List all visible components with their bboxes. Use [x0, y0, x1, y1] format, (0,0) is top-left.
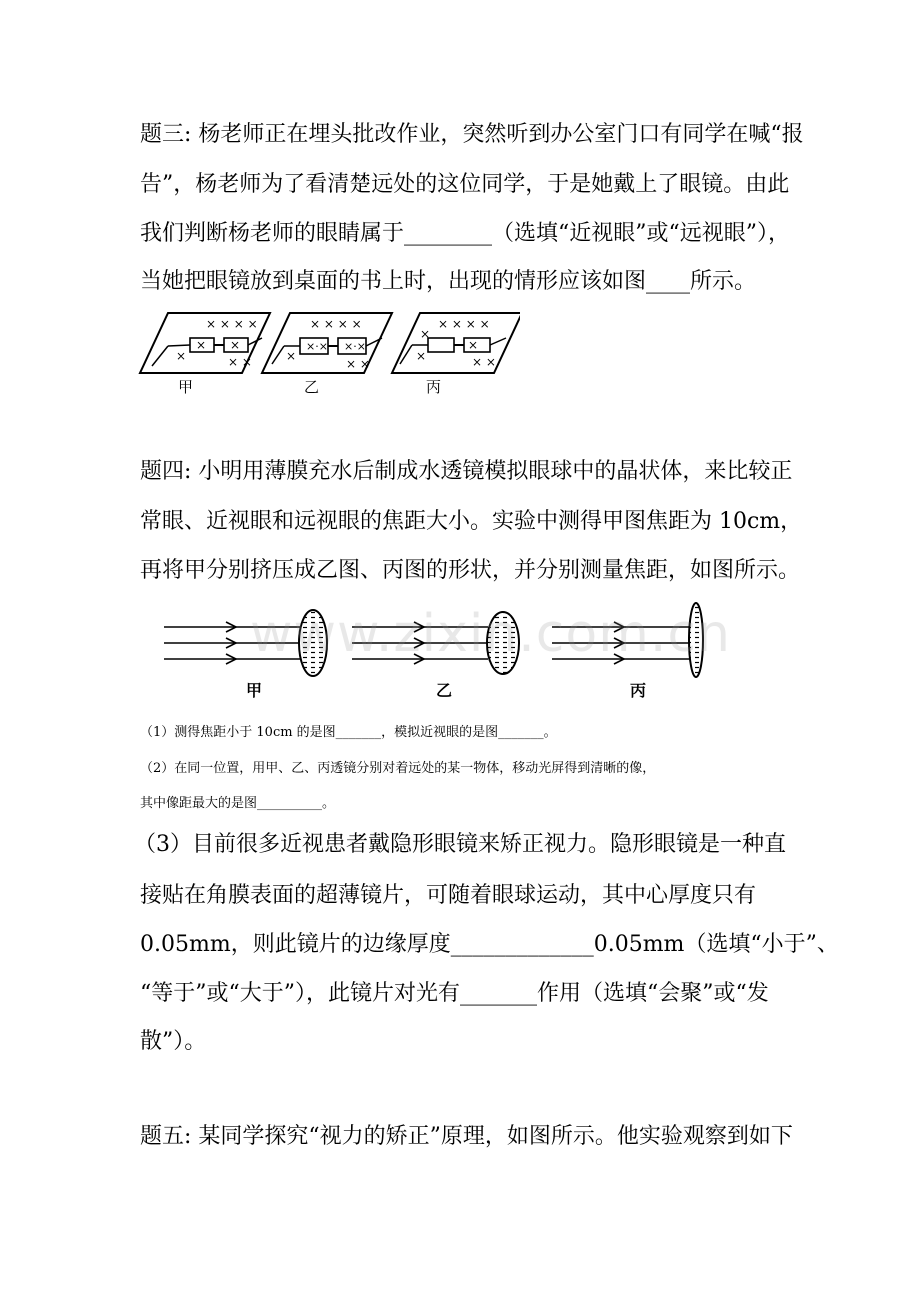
q4-line-1: 题四: 小明用薄膜充水后制成水透镜模拟眼球中的晶状体，来比较正 [140, 459, 793, 484]
q4-part3-line-1: （3）目前很多近视患者戴隐形眼镜来矫正视力。隐形眼镜是一种直 [134, 832, 786, 857]
q4-part3-line-3: 0.05mm，则此镜片的边缘厚度_____________0.05mm（选填“小于”、 [140, 932, 839, 957]
svg-text:×·×: ×·× [344, 340, 366, 353]
svg-text:×·×: ×·× [306, 340, 328, 353]
svg-text:×: × [176, 349, 187, 363]
svg-text:×: × [286, 349, 297, 363]
svg-text:× × × ×: × × × × [310, 317, 362, 331]
q4-label-jia: 甲 [246, 681, 263, 700]
q3-figure-yi [262, 313, 392, 373]
q4-part3-line-4: “等于”或“大于”），此镜片对光有_______作用（选填“会聚”或“发 [140, 981, 769, 1006]
q3-line-3: 我们判断杨老师的眼睛属于________（选填“近视眼”或“远视眼”）， [140, 221, 790, 246]
q3-label-yi: 乙 [304, 378, 320, 394]
svg-text:×: × [420, 327, 431, 341]
svg-text:× ×: × × [346, 357, 370, 371]
q4-part3-line-2: 接贴在角膜表面的超薄镜片，可随着眼球运动，其中心厚度只有 [140, 883, 757, 908]
q4-sub-2: （2）在同一位置，用甲、乙、丙透镜分别对着远处的某一物体，移动光屏得到清晰的像， [140, 761, 656, 776]
svg-text:×: × [196, 338, 207, 352]
q4-sub-1: （1）测得焦距小于 10cm 的是图_______，模拟近视眼的是图_______。 [140, 725, 557, 740]
svg-text:× × × ×: × × × × [438, 317, 490, 331]
q4-sub-3: 其中像距最大的是图__________。 [140, 796, 336, 811]
q4-label-yi: 乙 [436, 681, 453, 700]
q5-line-1: 题五: 某同学探究“视力的矫正”原理，如图所示。他实验观察到如下 [140, 1124, 793, 1149]
q3-line-1: 题三: 杨老师正在埋头批改作业，突然听到办公室门口有同学在喊“报 [140, 122, 804, 147]
q4-line-3: 再将甲分别挤压成乙图、丙图的形状，并分别测量焦距，如图所示。 [140, 558, 801, 583]
q3-line-2: 告”，杨老师为了看清楚远处的这位同学，于是她戴上了眼镜。由此 [140, 172, 790, 197]
q3-label-jia: 甲 [178, 378, 194, 394]
svg-text:× × × ×: × × × × [206, 317, 258, 331]
svg-text:×: × [230, 338, 241, 352]
q3-figure-bing [392, 313, 520, 373]
q3-line-4: 当她把眼镜放到桌面的书上时，出现的情形应该如图____所示。 [140, 269, 757, 294]
svg-text:× ×: × × [472, 355, 496, 369]
q4-line-2: 常眼、近视眼和远视眼的焦距大小。实验中测得甲图焦距为 10cm， [140, 509, 803, 534]
q3-label-bing: 丙 [426, 378, 442, 394]
q3-figure-jia [140, 313, 270, 373]
svg-text:×: × [416, 349, 427, 363]
q3-figure [138, 308, 520, 394]
q4-part3-line-5: 散”）。 [140, 1029, 207, 1054]
watermark: www.zixin.com.cn [250, 604, 731, 664]
svg-text:×: × [468, 338, 479, 352]
q4-label-bing: 丙 [630, 681, 647, 700]
svg-text:× ×: × × [228, 355, 252, 369]
